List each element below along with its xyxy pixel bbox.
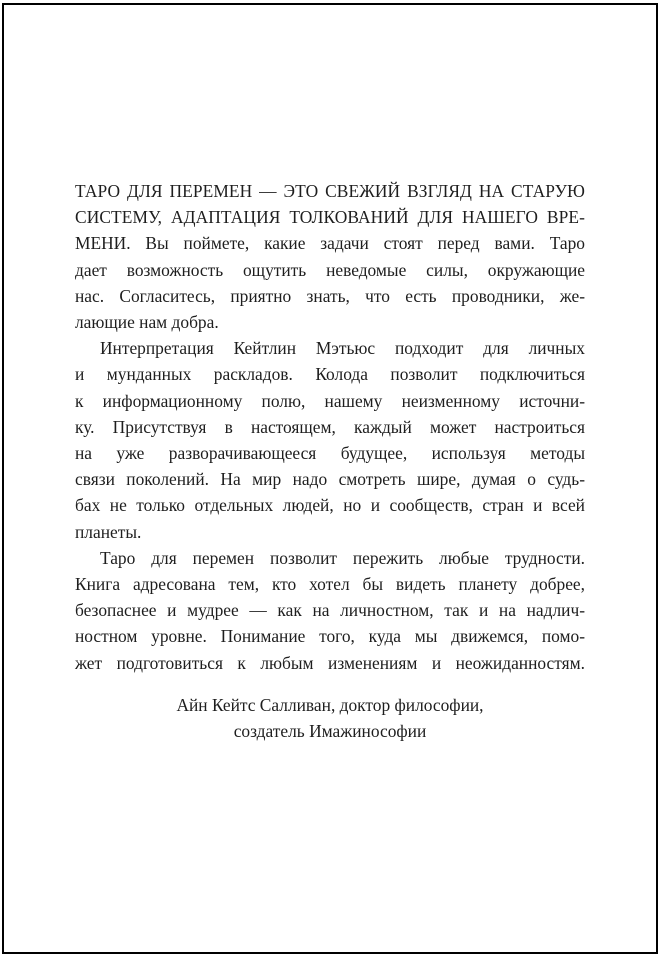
text-line: Книга адресована тем, кто хотел бы видеть планету добрее, <box>75 574 585 595</box>
text-line: ТАРО ДЛЯ ПЕРЕМЕН — ЭТО СВЕЖИЙ ВЗГЛЯД НА СТАРУЮ <box>75 181 585 201</box>
text-line: ку. Присутствуя в настоящем, каждый может настроиться <box>75 416 585 437</box>
paragraph-1 <box>75 178 585 335</box>
text-line: СИСТЕМУ, АДАПТАЦИЯ ТОЛКОВАНИЙ ДЛЯ НАШЕГО ВРЕ- <box>75 207 585 228</box>
text-line: бах не только отдельных людей, но и сообществ, стран и всей <box>75 495 585 516</box>
text-line: МЕНИ. Вы поймете, какие задачи стоят перед вами. Таро <box>75 233 585 254</box>
text-line: лающие нам добра. <box>75 312 219 333</box>
text-line: к информационному полю, нашему неизменному источни- <box>75 390 585 411</box>
text-line: ностном уровне. Понимание того, куда мы движемся, помо- <box>75 626 585 647</box>
text-line: жет подготовиться к любым изменениям и неожиданностям. <box>75 652 585 673</box>
text-line: связи поколений. На мир надо смотреть шире, думая о судь- <box>75 469 585 490</box>
text-line: безопаснее и мудрее — как на личностном, так и на надлич- <box>75 600 585 621</box>
text-line: и мунданных раскладов. Колода позволит подключиться <box>75 364 585 385</box>
paragraph-3 <box>75 545 585 676</box>
text-line: нас. Согласитесь, приятно знать, что есть проводники, же- <box>75 285 585 306</box>
text-line: планеты. <box>75 521 142 542</box>
text-line: Таро для перемен позволит пережить любые трудности. <box>100 547 585 568</box>
text-line: дает возможность ощутить неведомые силы, окружающие <box>75 259 585 280</box>
signature-author: Айн Кейтс Салливан, доктор философии, <box>176 695 484 715</box>
signature-block <box>75 692 585 744</box>
body-text <box>75 178 585 676</box>
text-line: на уже разворачивающееся будущее, используя методы <box>75 443 585 464</box>
signature-title: создатель Имажинософии <box>233 721 427 742</box>
text-line: Интерпретация Кейтлин Мэтьюс подходит для личных <box>100 338 585 359</box>
paragraph-2 <box>75 335 585 545</box>
